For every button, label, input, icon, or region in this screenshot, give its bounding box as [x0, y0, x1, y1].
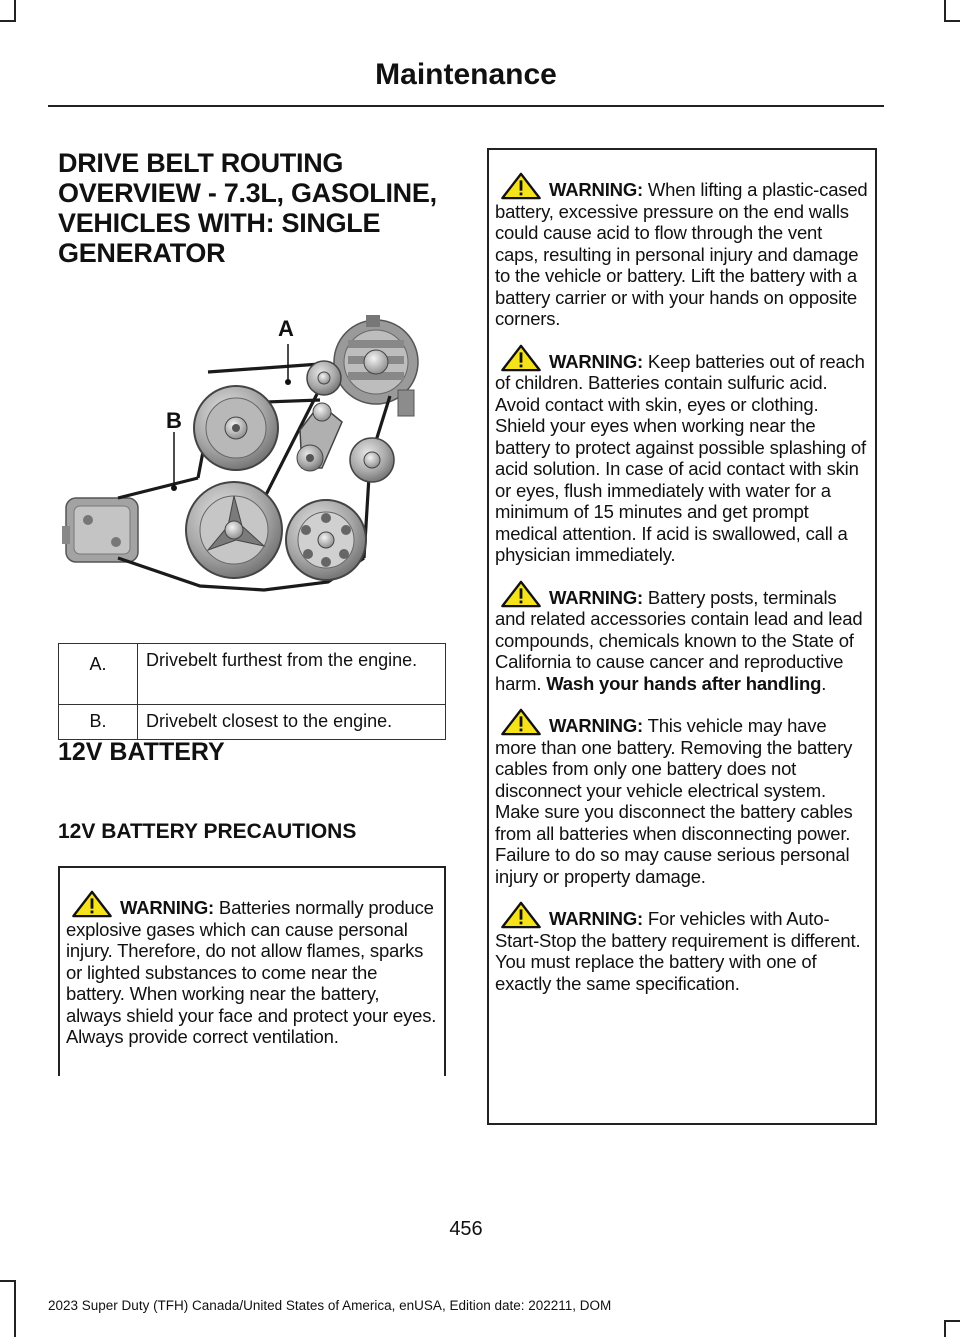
- page-header: Maintenance: [375, 58, 557, 91]
- crop-mark: [944, 20, 960, 22]
- crop-mark: [944, 0, 946, 22]
- crop-mark: [0, 20, 16, 22]
- key-cell: A.: [59, 644, 138, 705]
- callout-dot-b: [171, 485, 177, 491]
- warning-text: For vehicles with Auto-Start-Stop the battery requirement is different. You must replace the battery with one of exactly the same specification.: [495, 908, 861, 994]
- description-cell: Drivebelt closest to the engine.: [138, 705, 446, 740]
- crop-mark: [944, 1320, 960, 1322]
- warning-triangle-icon: [70, 890, 114, 918]
- callout-label-b: B: [166, 408, 182, 433]
- warning-label: WARNING:: [549, 350, 643, 372]
- warning-block: [495, 580, 869, 695]
- callout-key-table: [58, 643, 446, 740]
- table-row: [59, 644, 446, 705]
- crop-mark: [14, 0, 16, 22]
- warning-text: This vehicle may have more than one battery. Removing the battery cables from only one battery does not disconnect your vehicle electrical system. Make sure you disconnect the battery cables from all batteries when disconnecting power. Failure to do so may cause serious personal injury or property damage.: [495, 715, 853, 887]
- crop-mark: [944, 1320, 946, 1337]
- title-line: DRIVE BELT ROUTING: [58, 148, 344, 178]
- warning-label: WARNING:: [549, 908, 643, 929]
- warning-label: WARNING:: [549, 179, 643, 200]
- warning-label: WARNING:: [549, 586, 643, 608]
- warning-triangle-icon: [499, 901, 543, 929]
- compressor-icon: [62, 498, 138, 562]
- tensioner-icon: [297, 403, 342, 471]
- warning-box-right: [487, 148, 877, 1125]
- page-number: 456: [449, 1218, 483, 1240]
- drive-belt-diagram: [58, 300, 446, 600]
- warning-bold-text: Wash your hands after handling: [546, 672, 822, 694]
- section-title-drive-belt: [58, 148, 448, 268]
- warning-block: [495, 708, 869, 887]
- warning-triangle-icon: [499, 708, 543, 736]
- warning-triangle-icon: [499, 172, 543, 200]
- warning-label: WARNING:: [549, 715, 643, 736]
- warning-box-left: [58, 866, 446, 1076]
- crop-mark: [14, 1280, 16, 1337]
- crankshaft-pulley-icon: [194, 386, 278, 470]
- title-line: VEHICLES WITH: SINGLE: [58, 208, 381, 238]
- page-footer: 2023 Super Duty (TFH) Canada/United States of America, enUSA, Edition date: 202211, DOM: [48, 1298, 612, 1313]
- warning-block: [495, 344, 869, 566]
- warning-label: WARNING:: [120, 897, 214, 918]
- warning-triangle-icon: [499, 344, 543, 372]
- warning-text: When lifting a plastic-cased battery, excessive pressure on the end walls could cause acid to flow through the vent caps, resulting in personal injury and damage to the vehicle or battery. Lift the battery with a battery carrier or with your hands on opposite corners.: [495, 179, 868, 329]
- crop-mark: [0, 1280, 16, 1282]
- warning-text-end: .: [821, 672, 827, 694]
- warning-block: [495, 901, 869, 994]
- description-cell: Drivebelt furthest from the engine.: [138, 644, 446, 705]
- header-rule: [48, 105, 884, 107]
- table-row: [59, 705, 446, 740]
- warning-triangle-icon: [499, 580, 543, 608]
- callout-label-a: A: [278, 316, 294, 341]
- idler-pulley-right-icon: [350, 438, 394, 482]
- warning-text: Batteries normally produce explosive gases which can cause personal injury. Therefore, do not allow flames, sparks or lighted substances to come near the battery. When working near the battery, always shield your face and protect your eyes. Always provide correct ventilation.: [66, 897, 437, 1047]
- warning-block: [495, 172, 869, 330]
- idler-pulley-icon: [307, 361, 341, 395]
- warning-text: Battery posts, terminals and related accessories contain lead and lead compounds, chemicals known to the State of California to cause cancer and reproductive harm.: [495, 586, 863, 694]
- warning-block: [66, 890, 438, 1048]
- water-pump-pulley-icon: [286, 500, 366, 580]
- warning-text: Keep batteries out of reach of children. Batteries contain sulfuric acid. Avoid contact with skin, eyes or clothing. Shield your eyes when working near the battery to protect against possible splashing of acid solution. In case of acid contact with skin or eyes, flush immediately with water for a minimum of 15 minutes and get prompt medical attention. If acid is swallowed, call a physician immediately.: [495, 350, 866, 565]
- damper-pulley-icon: [186, 482, 282, 578]
- title-line: GENERATOR: [58, 238, 226, 268]
- callout-dot-a: [285, 379, 291, 385]
- title-line: OVERVIEW - 7.3L, GASOLINE,: [58, 178, 437, 208]
- section-title-battery: 12V BATTERY: [58, 738, 225, 766]
- generator-icon: [334, 315, 418, 416]
- key-cell: B.: [59, 705, 138, 740]
- subsection-title-precautions: 12V BATTERY PRECAUTIONS: [58, 820, 357, 843]
